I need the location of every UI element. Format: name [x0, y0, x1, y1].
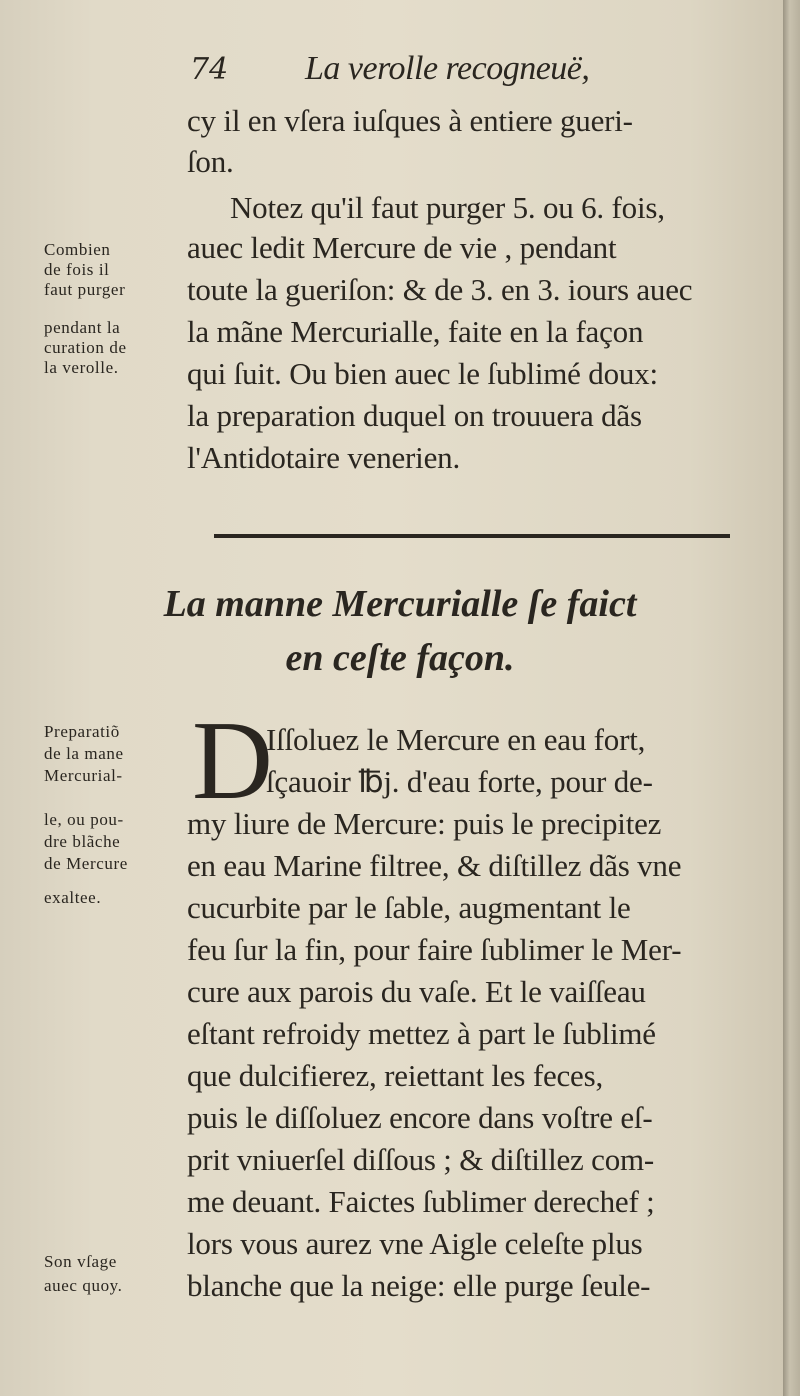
body-line: puis le diſſoluez encore dans voſtre eſ- — [187, 1100, 653, 1135]
margin-note-line: curation de — [44, 338, 127, 357]
body-line: lors vous aurez vne Aigle celeſte plus — [187, 1226, 643, 1261]
body-line: feu ſur la fin, pour faire ſublimer le Mer- — [187, 932, 682, 967]
page-header — [185, 46, 745, 96]
body-line: qui ſuit. Ou bien auec le ſublimé doux: — [187, 356, 658, 391]
body-line: la preparation duquel on trouuera dãs — [187, 398, 642, 433]
body-line: cucurbite par le ſable, augmentant le — [187, 890, 631, 925]
body-line: ſçauoir ℔j. d'eau forte, pour de- — [266, 764, 653, 799]
body-line: auec ledit Mercure de vie , pendant — [187, 230, 617, 265]
page-edge — [783, 0, 800, 1396]
page-number: 74 — [190, 52, 229, 87]
margin-note-line: pendant la — [44, 318, 121, 337]
body-line: Iſſoluez le Mercure en eau fort, — [266, 722, 646, 757]
margin-note-line: Combien — [44, 240, 111, 259]
margin-note-line: la verolle. — [44, 358, 119, 377]
body-line: l'Antidotaire venerien. — [187, 440, 460, 475]
body-line: my liure de Mercure: puis le precipitez — [187, 806, 662, 841]
margin-note-line: de Mercure — [44, 854, 128, 873]
margin-note-line: exaltee. — [44, 888, 102, 907]
body-line: me deuant. Faictes ſublimer derechef ; — [187, 1184, 655, 1219]
body-line: en eau Marine filtree, & diſtillez dãs vne — [187, 848, 682, 883]
margin-note-line: dre blãche — [44, 832, 121, 851]
running-head: La verolle recogneuë, — [305, 50, 590, 87]
margin-note-line: Preparatiõ — [44, 722, 120, 741]
margin-note-line: de fois il — [44, 260, 110, 279]
margin-note-line: le, ou pou- — [44, 810, 124, 829]
section-title: La manne Mercurialle ſe faict — [163, 583, 637, 625]
margin-note-line: Mercurial- — [44, 766, 123, 785]
margin-note-line: auec quoy. — [44, 1276, 123, 1295]
body-line: toute la gueriſon: & de 3. en 3. iours auec — [187, 272, 693, 307]
section-divider — [214, 534, 730, 538]
margin-note-line: de la mane — [44, 744, 124, 763]
margin-note-line: Son vſage — [44, 1252, 117, 1271]
body-line: ſon. — [187, 144, 234, 179]
body-line: cure aux parois du vaſe. Et le vaiſſeau — [187, 974, 646, 1009]
margin-note-line: faut purger — [44, 280, 126, 299]
drop-cap: D — [192, 699, 273, 823]
body-line: blanche que la neige: elle purge ſeule- — [187, 1268, 651, 1303]
body-line: la mãne Mercurialle, faite en la façon — [187, 314, 644, 349]
body-line: prit vniuerſel diſſous ; & diſtillez com- — [187, 1142, 655, 1177]
body-line: eſtant refroidy mettez à part le ſublimé — [187, 1016, 656, 1051]
body-line: cy il en vſera iuſques à entiere gueri- — [187, 103, 633, 138]
body-line: que dulcifierez, reiettant les feces, — [187, 1058, 604, 1093]
body-line: Notez qu'il faut purger 5. ou 6. fois, — [230, 190, 665, 225]
section-title: en ceſte façon. — [285, 637, 515, 679]
